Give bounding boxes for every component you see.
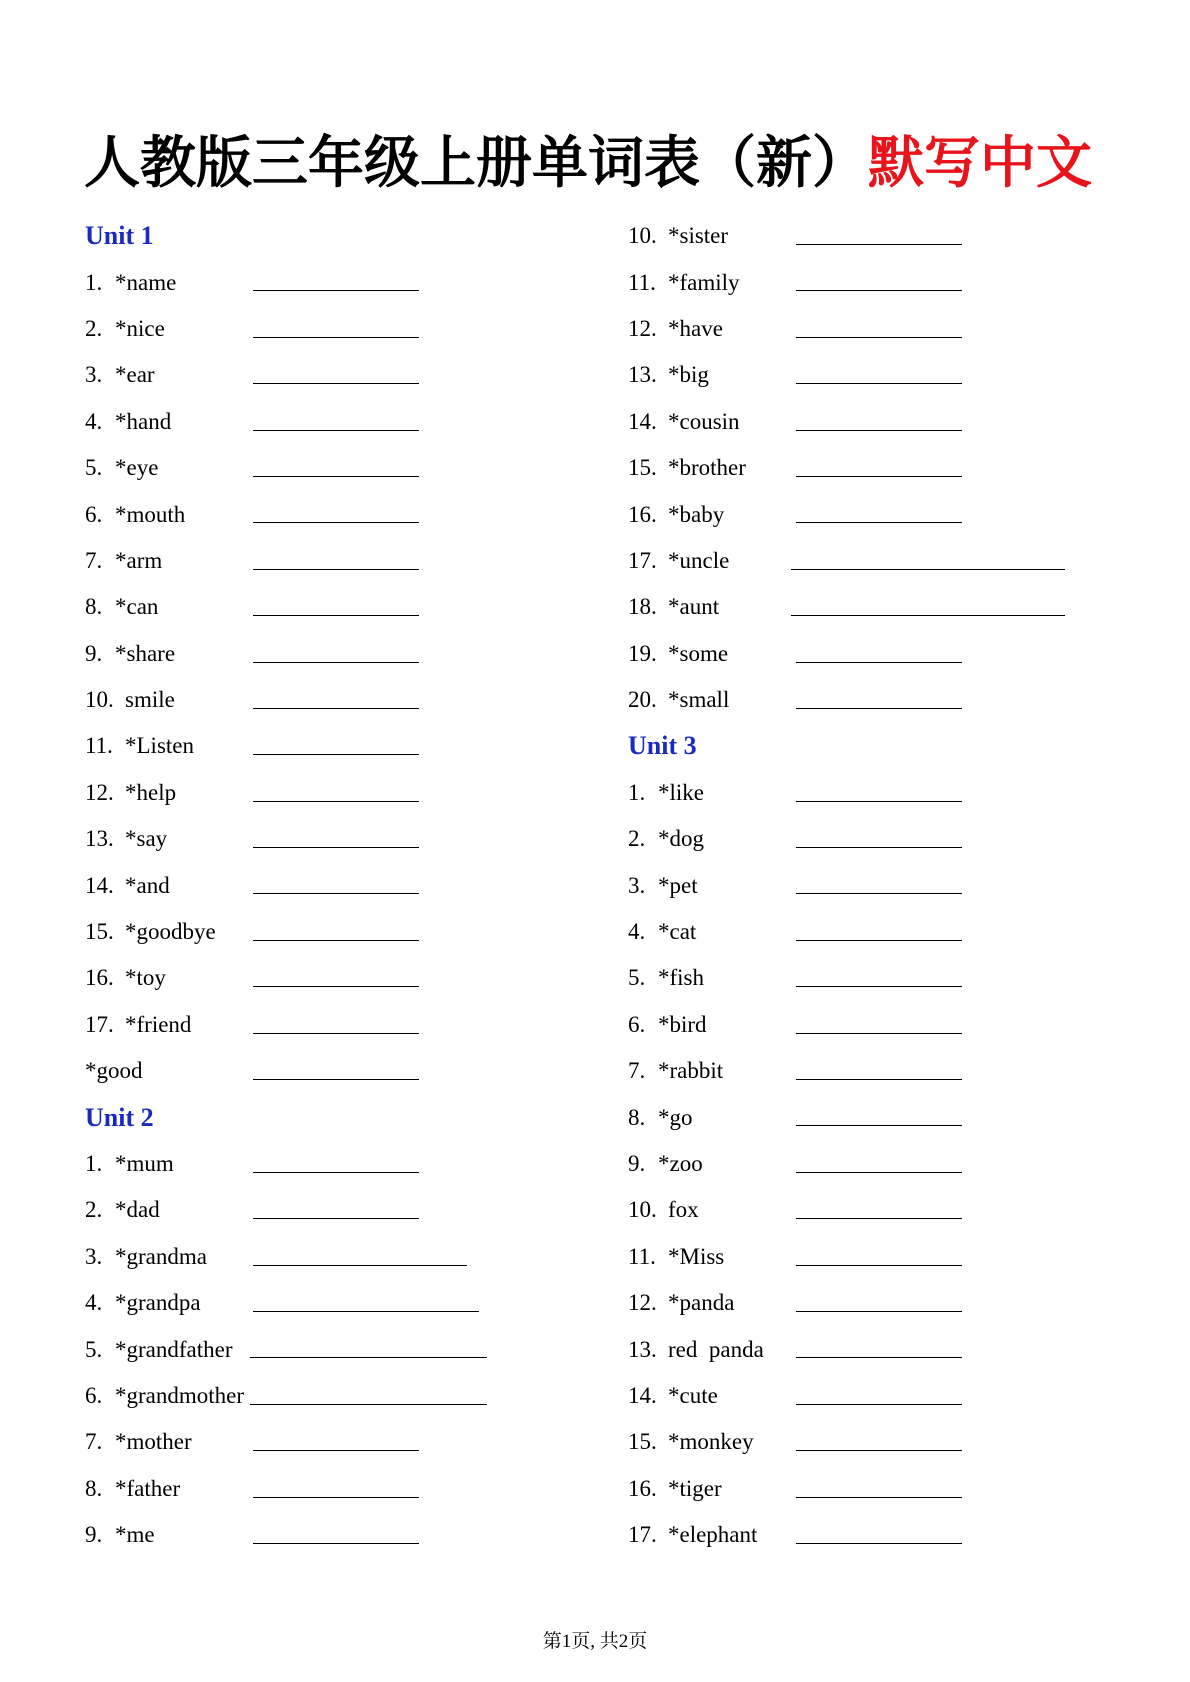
answer-blank[interactable] <box>253 383 419 384</box>
answer-blank[interactable] <box>796 383 962 384</box>
vocab-word: *panda <box>668 1290 735 1316</box>
vocab-row <box>85 677 605 723</box>
answer-blank[interactable] <box>796 801 962 802</box>
answer-blank[interactable] <box>253 337 419 338</box>
answer-blank[interactable] <box>253 1450 419 1451</box>
vocab-word: *hand <box>115 408 172 434</box>
item-number: 2. <box>628 826 646 852</box>
answer-blank[interactable] <box>796 476 962 477</box>
item-number: 5. <box>85 455 103 481</box>
vocab-word: smile <box>125 687 175 713</box>
vocab-word: *arm <box>115 547 163 573</box>
vocab-row <box>85 770 605 816</box>
vocab-word: *nice <box>115 315 165 341</box>
answer-blank[interactable] <box>253 1311 479 1312</box>
answer-blank[interactable] <box>796 1497 962 1498</box>
item-number: 5. <box>85 1336 103 1362</box>
page-title <box>84 128 1124 200</box>
item-number: 14. <box>628 1382 657 1408</box>
item-number: 3. <box>628 872 646 898</box>
answer-blank[interactable] <box>253 662 419 663</box>
answer-blank[interactable] <box>253 1265 467 1266</box>
vocab-word: *mouth <box>115 501 186 527</box>
vocab-word: *grandma <box>115 1243 207 1269</box>
vocab-row <box>85 538 605 584</box>
vocab-word: *ear <box>115 362 155 388</box>
vocab-row <box>85 1048 605 1094</box>
vocab-row <box>85 1187 605 1233</box>
answer-blank[interactable] <box>253 1218 419 1219</box>
vocab-row <box>85 955 605 1001</box>
item-number: 4. <box>85 1290 103 1316</box>
answer-blank[interactable] <box>253 893 419 894</box>
vocab-word: *dad <box>115 1197 160 1223</box>
answer-blank[interactable] <box>253 754 419 755</box>
item-number: 10. <box>628 223 657 249</box>
answer-blank[interactable] <box>796 430 962 431</box>
vocab-word: *mum <box>115 1151 174 1176</box>
vocab-row <box>85 862 605 908</box>
vocab-word: *help <box>125 779 177 805</box>
right-column <box>628 213 1148 1558</box>
unit-heading: Unit 3 <box>628 731 697 761</box>
item-number: 4. <box>628 919 646 945</box>
vocab-word: *cousin <box>668 408 740 434</box>
vocab-row <box>628 1187 1148 1233</box>
item-number: 16. <box>628 501 657 527</box>
item-number: 10. <box>628 1197 657 1223</box>
vocab-row <box>85 1326 605 1372</box>
vocab-row <box>85 259 605 305</box>
answer-blank[interactable] <box>796 244 962 245</box>
item-number: 14. <box>85 872 114 898</box>
answer-blank[interactable] <box>796 1079 962 1080</box>
vocab-word: *dog <box>658 826 704 852</box>
vocab-row <box>628 352 1148 398</box>
item-number: 2. <box>85 1197 103 1223</box>
vocab-word: *sister <box>668 223 729 249</box>
item-number: 7. <box>628 1058 646 1084</box>
answer-blank[interactable] <box>253 430 419 431</box>
vocab-row <box>628 213 1148 259</box>
vocab-word: *grandpa <box>115 1290 201 1316</box>
unit-heading: Unit 2 <box>85 1102 154 1132</box>
item-number: 19. <box>628 640 657 666</box>
answer-blank[interactable] <box>253 615 419 616</box>
vocab-word: fox <box>668 1197 699 1223</box>
answer-blank[interactable] <box>796 893 962 894</box>
vocab-word: *some <box>668 640 729 666</box>
vocab-row <box>85 909 605 955</box>
item-number: 15. <box>85 919 114 945</box>
vocab-word: *grandmother <box>115 1382 245 1408</box>
answer-blank[interactable] <box>253 847 419 848</box>
answer-blank[interactable] <box>253 708 419 709</box>
vocab-row <box>85 1280 605 1326</box>
vocab-row <box>628 631 1148 677</box>
answer-blank[interactable] <box>791 615 1065 616</box>
vocab-row <box>628 259 1148 305</box>
item-number: 16. <box>85 965 114 991</box>
vocab-row <box>628 955 1148 1001</box>
answer-blank[interactable] <box>796 1033 962 1034</box>
vocab-row <box>628 816 1148 862</box>
item-number: 11. <box>628 269 656 295</box>
vocab-row <box>85 399 605 445</box>
vocab-row <box>85 352 605 398</box>
vocab-word: *uncle <box>668 547 730 573</box>
answer-blank[interactable] <box>796 1311 962 1312</box>
vocab-row <box>85 491 605 537</box>
item-number: 15. <box>628 1429 657 1455</box>
item-number: 12. <box>85 779 114 805</box>
item-number: 6. <box>628 1011 646 1037</box>
title-main: 人教版三年级上册单词表（新） <box>84 131 868 196</box>
title-highlight: 默写中文 <box>868 131 1092 196</box>
vocab-word: *tiger <box>668 1475 722 1501</box>
vocab-word: *baby <box>668 501 725 527</box>
answer-blank[interactable] <box>253 986 419 987</box>
vocab-word: *family <box>668 269 740 295</box>
vocab-word: *elephant <box>668 1522 758 1548</box>
vocab-row <box>628 1466 1148 1512</box>
vocab-word: *and <box>125 872 170 898</box>
vocab-word: *bird <box>658 1011 707 1037</box>
answer-blank[interactable] <box>253 1033 419 1034</box>
vocab-row <box>85 816 605 862</box>
vocab-word: *cute <box>668 1382 718 1408</box>
vocab-word: red panda <box>668 1336 764 1362</box>
item-number: 20. <box>628 687 657 713</box>
vocab-row <box>628 1002 1148 1048</box>
answer-blank[interactable] <box>796 1125 962 1126</box>
vocab-row <box>628 1094 1148 1140</box>
item-number: 14. <box>628 408 657 434</box>
vocab-word: *rabbit <box>658 1058 724 1084</box>
item-number: 3. <box>85 362 103 388</box>
vocab-word: *small <box>668 687 730 713</box>
vocab-word: *good <box>85 1058 143 1084</box>
vocab-word: *mother <box>115 1429 192 1455</box>
answer-blank[interactable] <box>253 569 419 570</box>
vocab-row <box>628 584 1148 630</box>
item-number: 3. <box>85 1243 103 1269</box>
answer-blank[interactable] <box>796 1543 962 1544</box>
vocab-row <box>628 1234 1148 1280</box>
vocab-row <box>628 1373 1148 1419</box>
item-number: 6. <box>85 501 103 527</box>
vocab-word: *aunt <box>668 594 720 620</box>
item-number: 12. <box>628 315 657 341</box>
vocab-row <box>628 1326 1148 1372</box>
answer-blank[interactable] <box>796 662 962 663</box>
vocab-word: *big <box>668 362 709 388</box>
vocab-word: *toy <box>125 965 166 991</box>
item-number: 13. <box>628 362 657 388</box>
vocab-word: *zoo <box>658 1151 703 1176</box>
answer-blank[interactable] <box>250 1357 487 1358</box>
vocab-row <box>85 1373 605 1419</box>
answer-blank[interactable] <box>250 1404 487 1405</box>
item-number: 1. <box>85 269 103 295</box>
left-column <box>85 213 605 1558</box>
vocab-word: *friend <box>125 1011 192 1037</box>
answer-blank[interactable] <box>796 522 962 523</box>
vocab-word: *fish <box>658 965 704 991</box>
vocab-row <box>628 862 1148 908</box>
item-number: 11. <box>85 733 113 759</box>
vocab-row <box>85 1512 605 1558</box>
vocab-word: *eye <box>115 455 159 481</box>
vocab-row <box>628 1141 1148 1187</box>
item-number: 7. <box>85 547 103 573</box>
vocab-word: *brother <box>668 455 746 481</box>
vocab-row <box>628 1280 1148 1326</box>
answer-blank[interactable] <box>796 1357 962 1358</box>
vocab-row <box>85 1002 605 1048</box>
answer-blank[interactable] <box>796 1450 962 1451</box>
vocab-row <box>85 1466 605 1512</box>
item-number: 6. <box>85 1382 103 1408</box>
vocab-word: *Miss <box>668 1243 725 1269</box>
item-number: 8. <box>85 594 103 620</box>
item-number: 5. <box>628 965 646 991</box>
item-number: 17. <box>628 1522 657 1548</box>
answer-blank[interactable] <box>796 1265 962 1266</box>
vocab-row <box>628 538 1148 584</box>
vocab-word: *me <box>115 1522 155 1548</box>
vocab-row <box>85 445 605 491</box>
vocab-word: *pet <box>658 872 698 898</box>
vocab-row <box>85 1234 605 1280</box>
answer-blank[interactable] <box>796 847 962 848</box>
vocab-word: *go <box>658 1104 693 1130</box>
answer-blank[interactable] <box>253 476 419 477</box>
vocab-row <box>628 909 1148 955</box>
answer-blank[interactable] <box>253 1079 419 1080</box>
vocab-word: *say <box>125 826 168 852</box>
vocab-word: *father <box>115 1475 181 1501</box>
vocab-row <box>628 1419 1148 1465</box>
answer-blank[interactable] <box>796 337 962 338</box>
vocab-row <box>628 399 1148 445</box>
item-number: 13. <box>85 826 114 852</box>
vocab-word: *have <box>668 315 723 341</box>
vocab-row <box>628 491 1148 537</box>
answer-blank[interactable] <box>253 940 419 941</box>
answer-blank[interactable] <box>796 940 962 941</box>
answer-blank[interactable] <box>796 1218 962 1219</box>
answer-blank[interactable] <box>796 986 962 987</box>
vocab-word: *share <box>115 640 176 666</box>
vocab-row <box>85 306 605 352</box>
item-number: 4. <box>85 408 103 434</box>
item-number: 9. <box>628 1151 646 1176</box>
vocab-word: *monkey <box>668 1429 754 1455</box>
vocab-row <box>628 306 1148 352</box>
item-number: 9. <box>85 1522 103 1548</box>
vocab-row <box>628 1048 1148 1094</box>
item-number: 7. <box>85 1429 103 1455</box>
vocab-row <box>628 445 1148 491</box>
vocab-row <box>628 1512 1148 1558</box>
answer-blank[interactable] <box>796 1172 962 1173</box>
vocab-word: *goodbye <box>125 919 216 945</box>
vocab-row <box>628 770 1148 816</box>
item-number: 12. <box>628 1290 657 1316</box>
item-number: 17. <box>85 1011 114 1037</box>
item-number: 16. <box>628 1475 657 1501</box>
item-number: 18. <box>628 594 657 620</box>
item-number: 11. <box>628 1243 656 1269</box>
item-number: 10. <box>85 687 114 713</box>
answer-blank[interactable] <box>253 290 419 291</box>
answer-blank[interactable] <box>253 1543 419 1544</box>
vocab-word: *grandfather <box>115 1336 233 1362</box>
answer-blank[interactable] <box>791 569 1065 570</box>
item-number: 13. <box>628 1336 657 1362</box>
vocab-word: *like <box>658 779 704 805</box>
vocab-row <box>85 723 605 769</box>
vocab-word: *name <box>115 269 177 295</box>
answer-blank[interactable] <box>253 801 419 802</box>
item-number: 8. <box>628 1104 646 1130</box>
item-number: 8. <box>85 1475 103 1501</box>
item-number: 15. <box>628 455 657 481</box>
vocab-word: *can <box>115 594 159 620</box>
item-number: 9. <box>85 640 103 666</box>
item-number: 1. <box>628 779 646 805</box>
vocab-row <box>628 677 1148 723</box>
answer-blank[interactable] <box>253 522 419 523</box>
answer-blank[interactable] <box>253 1172 419 1173</box>
unit-heading: Unit 1 <box>85 221 154 251</box>
vocab-word: *cat <box>658 919 697 945</box>
item-number: 1. <box>85 1151 103 1176</box>
answer-blank[interactable] <box>796 1404 962 1405</box>
item-number: 2. <box>85 315 103 341</box>
vocab-row <box>85 1419 605 1465</box>
vocab-row <box>85 1141 605 1187</box>
vocab-row <box>85 631 605 677</box>
answer-blank[interactable] <box>253 1497 419 1498</box>
answer-blank[interactable] <box>796 708 962 709</box>
vocab-row <box>85 584 605 630</box>
page-footer: 第1页, 共2页 <box>542 1631 648 1652</box>
answer-blank[interactable] <box>796 290 962 291</box>
vocab-word: *Listen <box>125 733 194 759</box>
item-number: 17. <box>628 547 657 573</box>
